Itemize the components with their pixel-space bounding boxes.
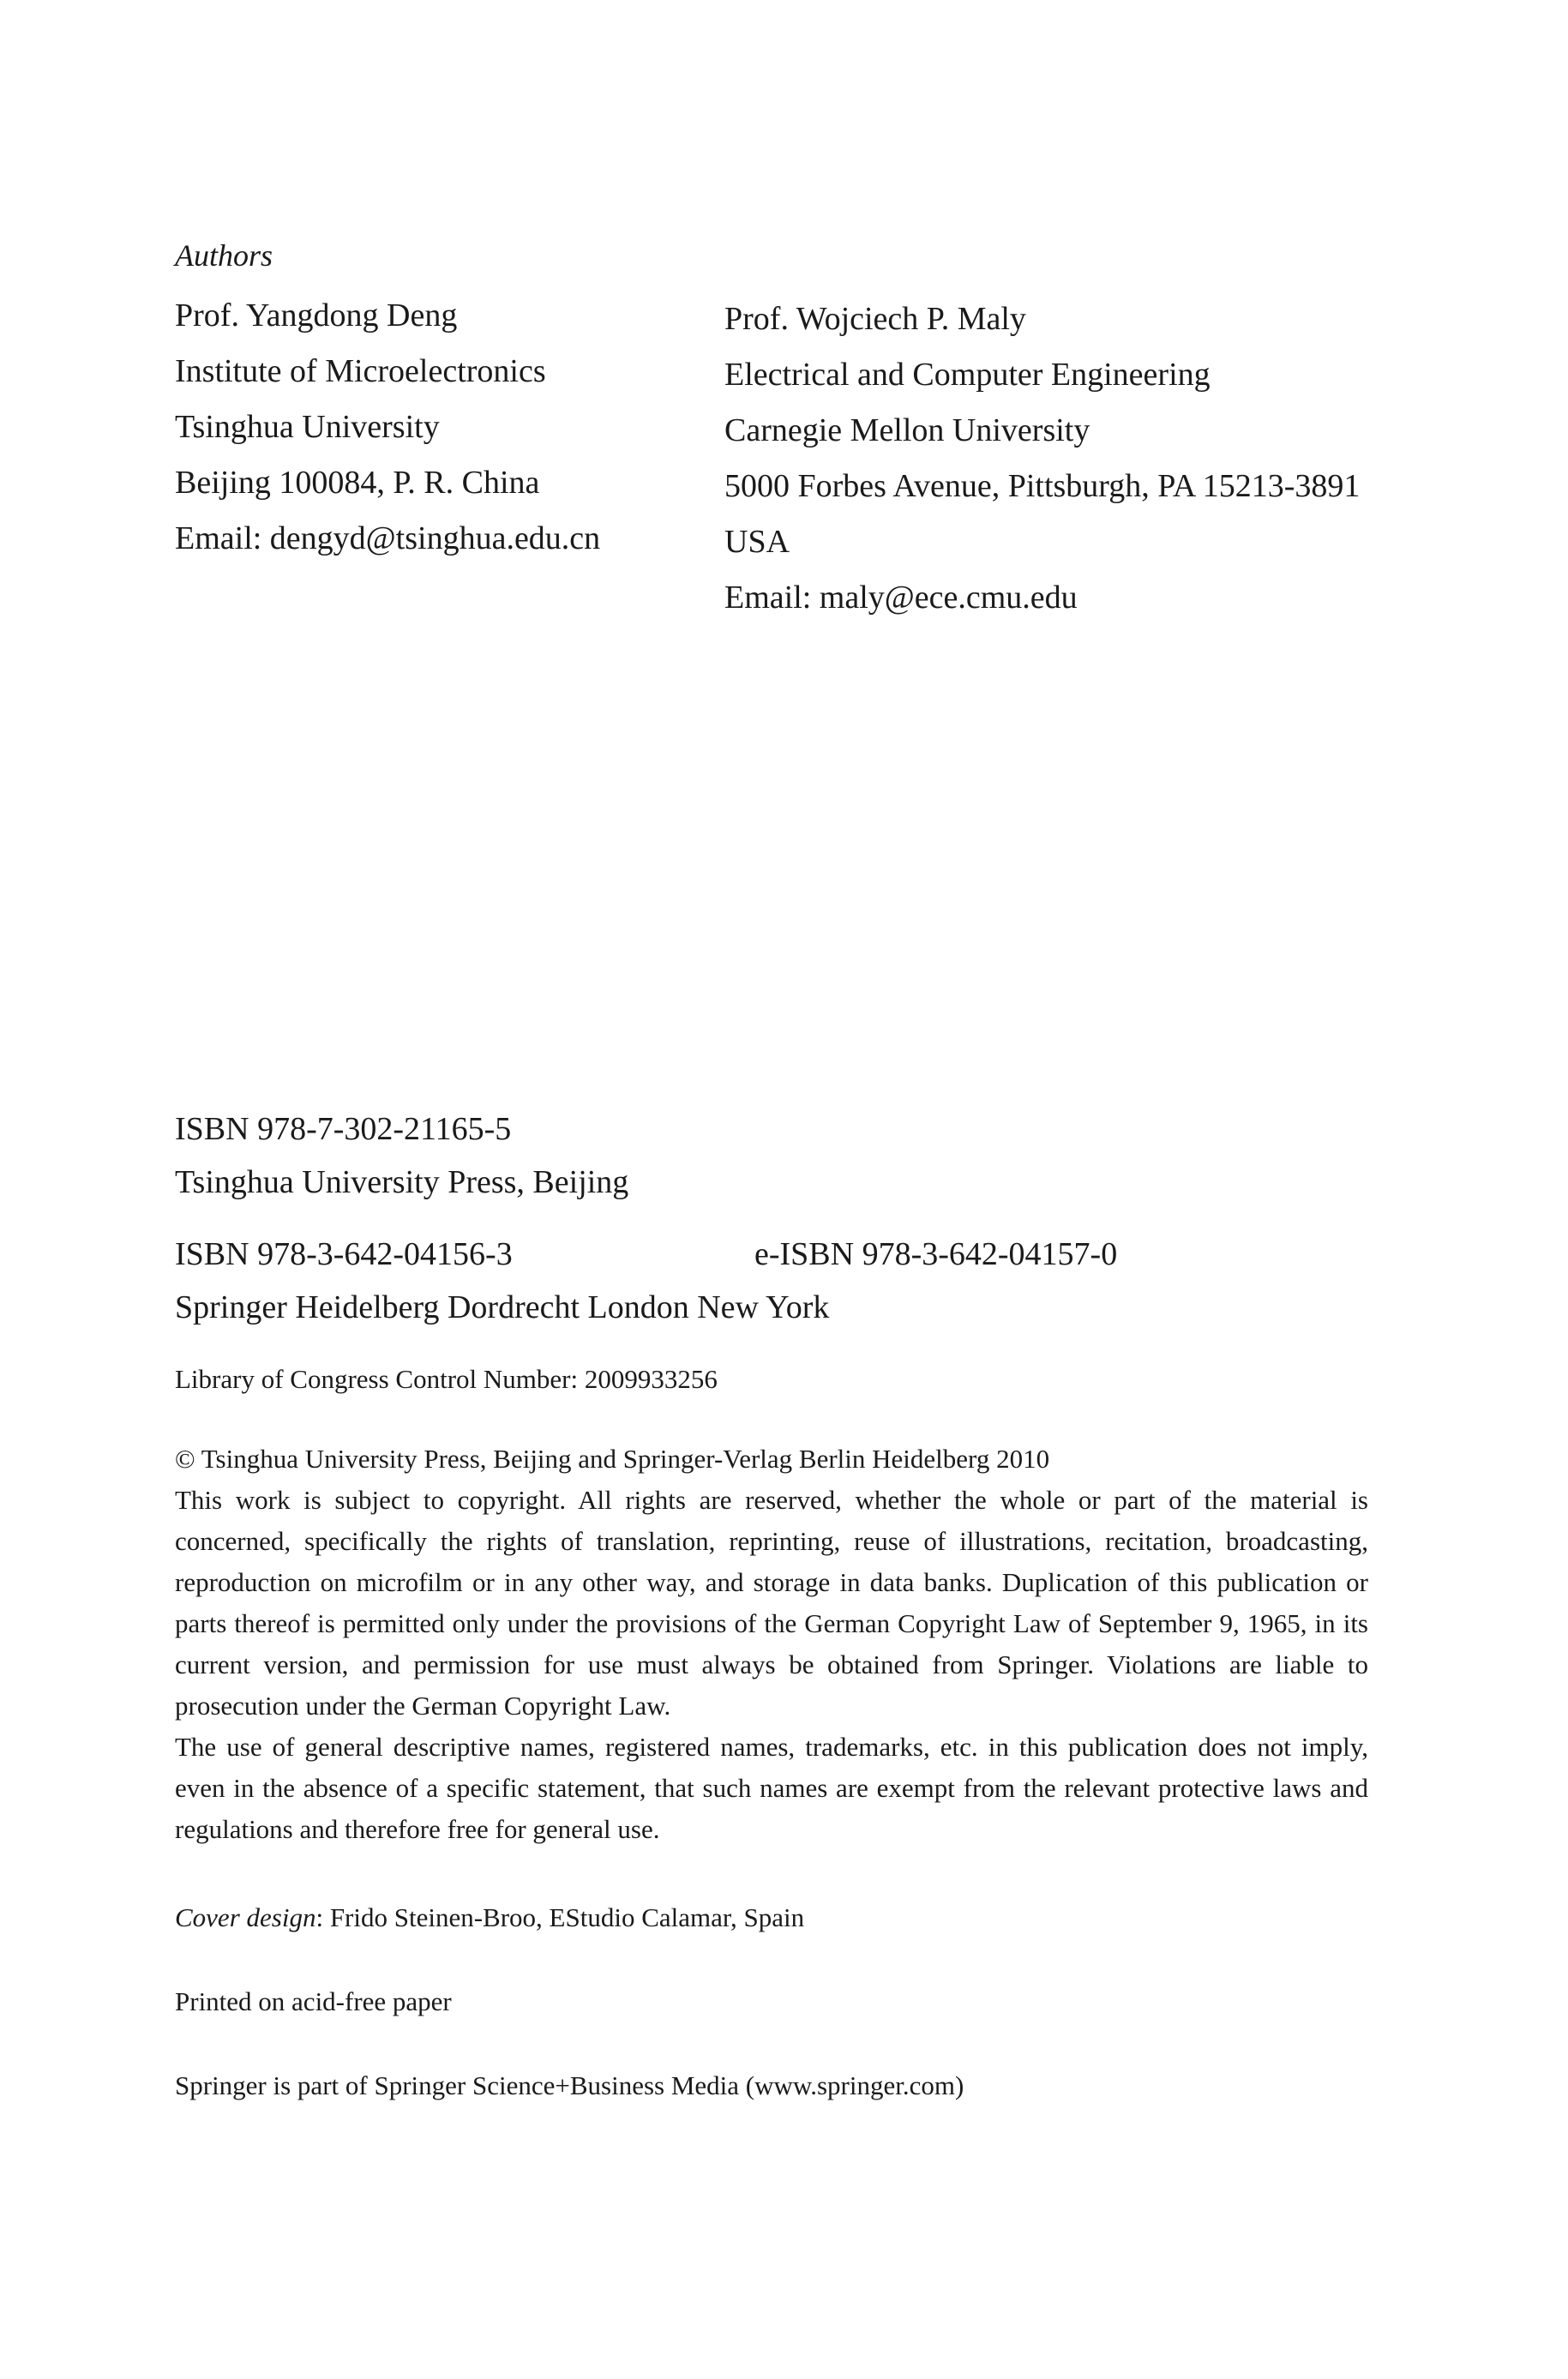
author-right-university: Carnegie Mellon University bbox=[724, 412, 1090, 448]
author-left-university: Tsinghua University bbox=[175, 409, 440, 445]
author-left-department: Institute of Microelectronics bbox=[175, 353, 546, 389]
author-right-email: Email: maly@ece.cmu.edu bbox=[724, 580, 1078, 616]
copyright-notice: © Tsinghua University Press, Beijing and Springer-Verlag Berlin Heidelberg 2010 bbox=[175, 1444, 1050, 1474]
author-right-address: 5000 Forbes Avenue, Pittsburgh, PA 15213-3891 bbox=[724, 468, 1361, 504]
cover-design-label: Cover design bbox=[175, 1902, 316, 1932]
copyright-block bbox=[175, 1439, 1368, 1850]
author-right-department: Electrical and Computer Engineering bbox=[724, 357, 1211, 393]
author-right-country: USA bbox=[724, 524, 790, 560]
isbn-tsinghua: ISBN 978-7-302-21165-5 bbox=[175, 1111, 512, 1147]
printed-on: Printed on acid-free paper bbox=[175, 1986, 452, 2016]
author-left-email: Email: dengyd@tsinghua.edu.cn bbox=[175, 520, 601, 556]
cover-design bbox=[175, 1897, 804, 1938]
copyright-paragraph-2: The use of general descriptive names, registered names, trademarks, etc. in this publication does not imply, even in the absence of a specific statement, that such names are exempt from the relevant protective laws and regulations and therefore free for general use. bbox=[175, 1732, 1368, 1844]
author-left-name: Prof. Yangdong Deng bbox=[175, 297, 458, 333]
eisbn-springer: e-ISBN 978-3-642-04157-0 bbox=[754, 1236, 1118, 1272]
author-left-address: Beijing 100084, P. R. China bbox=[175, 465, 540, 501]
author-right-block bbox=[724, 291, 1360, 626]
isbn-springer-block bbox=[175, 1228, 1375, 1334]
publisher-springer: Springer Heidelberg Dordrecht London New York bbox=[175, 1289, 830, 1325]
copyright-paragraph-1: This work is subject to copyright. All rights are reserved, whether the whole or part of the material is concerned, specifically the rights of translation, reprinting, reuse of illustrations, recitation, broadcasting, reproduction on microfilm or in any other way, and storage in data banks. Duplication of this publication or parts thereof is permitted only under the provisions of the German Copyright Law of September 9, 1965, in its current version, and permission for use must always be obtained from Springer. Violations are liable to prosecution under the German Copyright Law. bbox=[175, 1485, 1368, 1721]
author-right-name: Prof. Wojciech P. Maly bbox=[724, 301, 1026, 337]
authors-heading: Authors bbox=[175, 238, 273, 273]
library-of-congress: Library of Congress Control Number: 2009933256 bbox=[175, 1364, 718, 1394]
isbn-tsinghua-block bbox=[175, 1102, 628, 1209]
cover-design-value: : Frido Steinen-Broo, EStudio Calamar, Spain bbox=[315, 1902, 805, 1932]
isbn-springer-row bbox=[175, 1228, 1375, 1281]
publisher-tsinghua: Tsinghua University Press, Beijing bbox=[175, 1164, 629, 1200]
author-left-block bbox=[175, 288, 600, 567]
springer-part: Springer is part of Springer Science+Business Media (www.springer.com) bbox=[175, 2070, 964, 2100]
isbn-springer: ISBN 978-3-642-04156-3 bbox=[175, 1236, 513, 1272]
